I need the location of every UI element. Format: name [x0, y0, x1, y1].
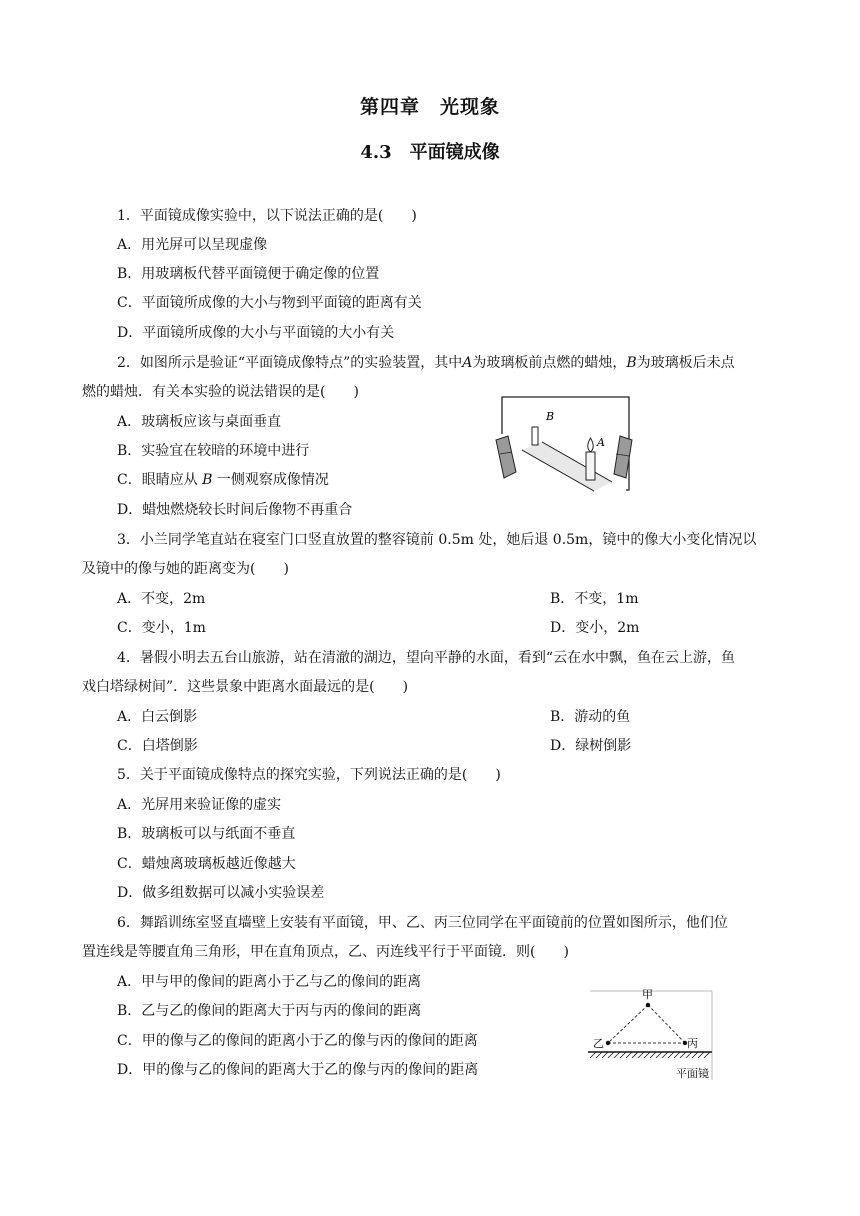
question-2-stem-line2: 燃的蜡烛．有关本实验的说法错误的是( ) [82, 384, 359, 400]
option-3d: D．变小，2m [550, 620, 640, 636]
option-part: 一侧观察成像情况 [216, 472, 329, 488]
candle-b [532, 427, 538, 445]
label-jia: 甲 [642, 988, 653, 1001]
option-1d: D．平面镜所成像的大小与平面镜的大小有关 [117, 325, 395, 341]
option-5d: D．做多组数据可以减小实验误差 [117, 885, 325, 901]
question-4-stem: 4．暑假小明去五台山旅游，站在清澈的湖边，望向平静的水面，看到“云在水中飘，鱼在云上游，鱼 [117, 650, 736, 666]
mirror-hatching [590, 1052, 710, 1058]
flame-icon [588, 438, 593, 452]
question-1-stem: 1．平面镜成像实验中，以下说法正确的是( ) [117, 208, 417, 224]
var-a: A [462, 355, 473, 371]
question-5-stem: 5．关于平面镜成像特点的探究实验，下列说法正确的是( ) [117, 767, 501, 783]
option-2d: D．蜡烛燃烧较长时间后像物不再重合 [117, 502, 353, 518]
option-3a: A．不变，2m [117, 591, 206, 607]
option-1b: B．用玻璃板代替平面镜便于确定像的位置 [117, 266, 380, 282]
stem-part: 为玻璃板后未点 [636, 355, 735, 371]
question-2-stem [117, 353, 735, 373]
option-2b: B．实验宜在较暗的环境中进行 [117, 443, 310, 459]
option-4d: D．绿树倒影 [550, 738, 632, 754]
question-6-stem-line2: 置连线是等腰直角三角形，甲在直角顶点，乙、丙连线平行于平面镜．则( ) [82, 944, 569, 960]
option-1c: C．平面镜所成像的大小与物到平面镜的距离有关 [117, 295, 422, 311]
question-3-stem-line2: 及镜中的像与她的距离变为( ) [82, 561, 289, 577]
label-bing: 丙 [687, 1037, 698, 1050]
var-b: B [202, 472, 213, 488]
question-6-stem: 6．舞蹈训练室竖直墙壁上安装有平面镜，甲、乙、丙三位同学在平面镜前的位置如图所示，他们位 [117, 915, 728, 931]
mirror-triangle-figure [586, 985, 718, 1085]
option-part: C．眼睛应从 [117, 472, 198, 488]
section-title: 4.3 平面镜成像 [360, 142, 500, 163]
chapter-title: 第四章 光现象 [359, 96, 500, 118]
option-3c: C．变小，1m [117, 620, 206, 636]
stem-part: 为玻璃板前点燃的蜡烛， [472, 355, 627, 371]
option-6d: D．甲的像与乙的像间的距离大于乙的像与丙的像间的距离 [117, 1062, 479, 1078]
label-a: A [597, 436, 605, 449]
option-4a: A．白云倒影 [117, 709, 198, 725]
point-jia [646, 1003, 650, 1007]
option-4c: C．白塔倒影 [117, 738, 198, 754]
option-5b: B．玻璃板可以与纸面不垂直 [117, 826, 296, 842]
option-6a: A．甲与甲的像间的距离小于乙与乙的像间的距离 [117, 974, 422, 990]
candle-a [586, 452, 595, 480]
option-5c: C．蜡烛离玻璃板越近像越大 [117, 856, 296, 872]
question-4-stem-line2: 戏白塔绿树间”．这些景象中距离水面最远的是( ) [82, 679, 409, 695]
option-5a: A．光屏用来验证像的虚实 [117, 797, 282, 813]
option-2c [117, 470, 329, 490]
option-1a: A．用光屏可以呈现虚像 [117, 237, 268, 253]
option-2a: A．玻璃板应该与桌面垂直 [117, 414, 282, 430]
question-3-stem: 3．小兰同学笔直站在寝室门口竖直放置的整容镜前 0.5m 处，她后退 0.5m，镜中的像大小变化情况以 [117, 532, 757, 548]
stem-part: 2．如图所示是验证“平面镜成像特点”的实验装置，其中 [117, 355, 463, 371]
option-6b: B．乙与乙的像间的距离大于丙与丙的像间的距离 [117, 1003, 422, 1019]
option-4b: B．游动的鱼 [550, 709, 631, 725]
option-3b: B．不变，1m [550, 591, 639, 607]
var-b: B [626, 355, 637, 371]
point-yi [606, 1041, 610, 1045]
option-6c: C．甲的像与乙的像间的距离小于乙的像与丙的像间的距离 [117, 1033, 478, 1049]
label-b: B [546, 410, 555, 423]
candle-experiment-figure [494, 394, 634, 494]
label-mirror: 平面镜 [676, 1067, 709, 1080]
label-yi: 乙 [593, 1037, 604, 1050]
